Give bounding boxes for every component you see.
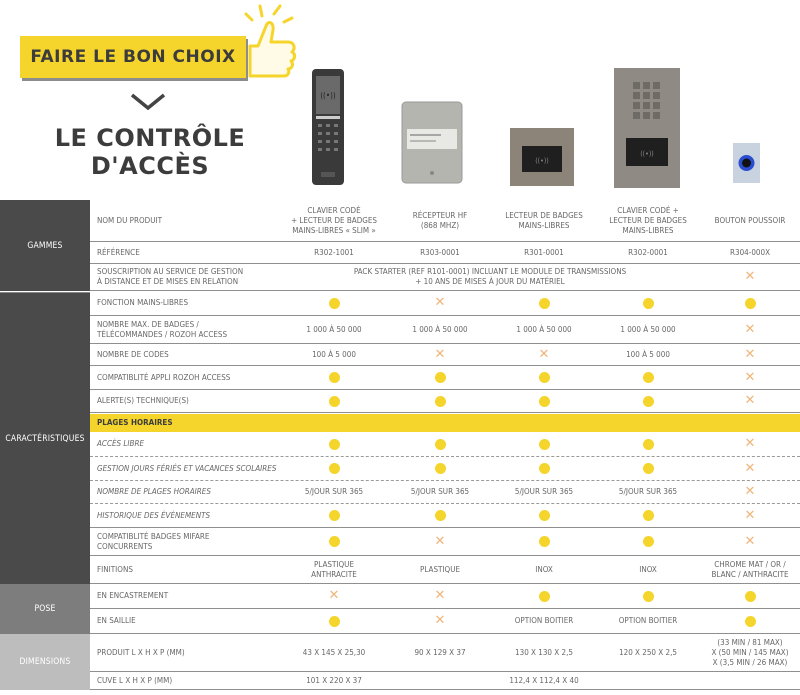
value-cell-5 <box>700 676 800 686</box>
check-dot-icon <box>435 396 446 407</box>
value-cell-3 <box>492 536 596 547</box>
cross-icon: ✕ <box>538 346 550 362</box>
check-dot-icon <box>329 463 340 474</box>
value-cell-5 <box>700 507 800 523</box>
check-dot-icon <box>539 439 550 450</box>
check-dot-icon <box>539 396 550 407</box>
row-label: NOMBRE MAX. DE BADGES / TÉLÉCOMMANDES / ROZOH ACCESS <box>97 319 228 339</box>
value-cell-2 <box>388 372 492 383</box>
row-label: FONCTION MAINS-LIBRES <box>97 298 189 307</box>
value-cell-2: PLASTIQUE <box>419 564 461 574</box>
row-label: ACCÈS LIBRE <box>97 439 144 448</box>
value-cell-3: 112,4 X 112,4 X 40 <box>509 675 579 685</box>
section-dimensions: DIMENSIONS <box>0 634 90 690</box>
check-dot-icon <box>539 463 550 474</box>
cross-icon: ✕ <box>744 436 756 451</box>
product-image-badge-reader <box>510 128 574 186</box>
check-dot-icon <box>329 510 340 521</box>
row-encastrement <box>90 584 800 609</box>
value-cell-3 <box>492 463 596 474</box>
value-cell-3: 130 X 130 X 2,5 <box>515 647 573 657</box>
check-dot-icon <box>745 298 756 309</box>
value-cell-3 <box>492 510 596 521</box>
value-cell-1: 100 À 5 000 <box>312 349 356 359</box>
value-cell-1 <box>280 616 388 627</box>
value-cell-5 <box>700 369 800 385</box>
row-label: FINITIONS <box>97 564 133 574</box>
check-dot-icon <box>329 616 340 627</box>
value-cell-5 <box>700 460 800 476</box>
faire-le-bon-choix-banner <box>20 36 246 78</box>
cross-icon: ✕ <box>434 295 446 310</box>
row-label: NOM DU PRODUIT <box>97 215 162 225</box>
product-image-hf-receiver <box>401 101 463 184</box>
check-dot-icon <box>643 591 654 602</box>
cross-icon: ✕ <box>744 484 756 499</box>
check-dot-icon <box>435 510 446 521</box>
value-cell-3: INOX <box>535 564 553 574</box>
cross-icon: ✕ <box>744 393 756 408</box>
value-cell-4 <box>596 439 700 450</box>
val-5 <box>700 267 800 287</box>
row-reference <box>90 242 800 264</box>
value-cell-3 <box>492 591 596 602</box>
cross-icon: ✕ <box>744 369 756 385</box>
value-cell-4 <box>596 591 700 602</box>
ref-1: R302-1001 <box>314 247 354 257</box>
cross-icon: ✕ <box>434 533 446 549</box>
row-nom-produit <box>90 200 800 242</box>
value-cell-4: OPTION BOITIER <box>618 616 678 625</box>
check-dot-icon <box>329 439 340 450</box>
value-cell-2 <box>388 396 492 407</box>
check-dot-icon <box>539 536 550 547</box>
row-produit-dim <box>90 634 800 672</box>
cross-icon: ✕ <box>434 613 446 628</box>
cross-icon: ✕ <box>744 533 756 549</box>
row-nombre-plages <box>90 481 800 504</box>
value-cell-1: 43 X 145 X 25,30 <box>302 647 366 657</box>
row-label: COMPATIBLITÉ BADGES MIFARE CONCURRENTS <box>97 531 210 551</box>
check-dot-icon <box>539 591 550 602</box>
value-cell-5 <box>700 616 800 627</box>
row-compat-appli <box>90 366 800 390</box>
check-dot-icon <box>643 439 654 450</box>
value-cell-1: 1 000 À 50 000 <box>306 324 362 334</box>
product-name-3: LECTEUR DE BADGES MAINS-LIBRES <box>505 210 583 230</box>
cross-icon: ✕ <box>434 346 446 362</box>
svg-text:((•)): ((•)) <box>535 157 549 165</box>
check-dot-icon <box>435 439 446 450</box>
value-cell-4 <box>596 463 700 474</box>
check-dot-icon <box>435 463 446 474</box>
row-label: PRODUIT L X H X P (MM) <box>97 647 185 657</box>
ref-3: R301-0001 <box>524 247 564 257</box>
value-cell-3 <box>492 396 596 407</box>
row-label: NOMBRE DE CODES <box>97 349 169 359</box>
value-cell-2 <box>388 510 492 521</box>
check-dot-icon <box>539 510 550 521</box>
row-label: NOMBRE DE PLAGES HORAIRES <box>97 487 211 496</box>
svg-text:((•)): ((•)) <box>320 91 336 100</box>
value-cell-4 <box>596 536 700 547</box>
value-cell-5 <box>700 484 800 499</box>
row-alerte <box>90 390 800 413</box>
title-line-1: LE CONTRÔLE <box>54 124 246 152</box>
check-dot-icon <box>745 616 756 627</box>
row-label: SOUSCRIPTION AU SERVICE DE GESTION À DISTANCE ET DE MISES EN RELATION <box>97 267 244 286</box>
check-dot-icon <box>329 372 340 383</box>
check-dot-icon <box>329 536 340 547</box>
row-label: ALERTE(S) TECHNIQUE(S) <box>97 396 189 405</box>
cross-icon: ✕ <box>744 269 756 284</box>
value-cell-1: 101 X 220 X 37 <box>306 675 362 685</box>
product-image-push-button <box>733 143 760 183</box>
value-cell-1: PLASTIQUE ANTHRACITE <box>311 559 357 579</box>
row-nombre-codes <box>90 344 800 366</box>
row-label: CUVE L X H X P (MM) <box>97 675 173 685</box>
value-cell-3 <box>492 346 596 362</box>
value-cell-4 <box>596 676 700 686</box>
check-dot-icon <box>643 396 654 407</box>
value-cell-2 <box>388 533 492 549</box>
row-label: HISTORIQUE DES ÉVÈNEMENTS <box>97 510 211 520</box>
value-cell-2: 5/JOUR SUR 365 <box>410 487 470 496</box>
value-cell-5 <box>700 533 800 549</box>
chevron-down-icon <box>128 92 168 112</box>
value-cell-2 <box>388 295 492 310</box>
value-cell-4: 120 X 250 X 2,5 <box>619 647 677 657</box>
value-cell-4 <box>596 396 700 407</box>
row-saillie <box>90 609 800 634</box>
value-cell-1 <box>280 396 388 407</box>
value-cell-2 <box>388 346 492 362</box>
section-caracteristiques: CARACTÉRISTIQUES <box>0 292 90 584</box>
product-image-keypad-badge-reader <box>614 68 680 188</box>
value-cell-4: INOX <box>639 564 657 574</box>
check-dot-icon <box>329 298 340 309</box>
cross-icon: ✕ <box>744 346 756 362</box>
value-cell-5: CHROME MAT / OR / BLANC / ANTHRACITE <box>711 559 789 579</box>
product-image-slim-keypad <box>311 68 345 186</box>
row-gestion-jours <box>90 457 800 481</box>
check-dot-icon <box>643 510 654 521</box>
value-cell-1 <box>280 588 388 603</box>
check-dot-icon <box>329 396 340 407</box>
value-cell-2 <box>388 676 492 686</box>
row-label: COMPATIBLITÉ APPLI ROZOH ACCESS <box>97 372 231 382</box>
check-dot-icon <box>643 372 654 383</box>
ref-2: R303-0001 <box>420 247 460 257</box>
plages-horaires-label: PLAGES HORAIRES <box>97 418 173 427</box>
value-cell-5 <box>700 346 800 362</box>
value-cell-4 <box>596 510 700 521</box>
value-cell-3 <box>492 372 596 383</box>
value-cell-4 <box>596 372 700 383</box>
value-cell-5 <box>700 591 800 602</box>
row-plages-horaires-header <box>90 414 800 432</box>
page-title <box>40 124 260 180</box>
value-cell-1 <box>280 463 388 474</box>
value-cell-1 <box>280 298 388 309</box>
product-name-4: CLAVIER CODÉ + LECTEUR DE BADGES MAINS-LIBRES <box>609 205 687 235</box>
pack-starter-text: PACK STARTER (REF R101-0001) INCLUANT LE MODULE DE TRANSMISSIONS + 10 ANS DE MISES À JOUR DU MATÉRIEL <box>353 267 627 286</box>
value-cell-1: 5/JOUR SUR 365 <box>304 487 364 496</box>
value-cell-4: 5/JOUR SUR 365 <box>618 487 678 496</box>
value-cell-5 <box>700 436 800 451</box>
row-label: EN ENCASTREMENT <box>97 591 169 600</box>
row-fonction-mains-libres <box>90 291 800 316</box>
check-dot-icon <box>643 463 654 474</box>
value-cell-3: 5/JOUR SUR 365 <box>514 487 574 496</box>
cross-icon: ✕ <box>744 507 756 523</box>
row-cuve-dim <box>90 672 800 690</box>
row-label: GESTION JOURS FÉRIÉS ET VACANCES SCOLAIRES <box>97 463 277 473</box>
value-cell-5 <box>700 298 800 309</box>
value-cell-5 <box>700 393 800 408</box>
cross-icon: ✕ <box>744 460 756 476</box>
value-cell-3 <box>492 298 596 309</box>
product-name-1: CLAVIER CODÉ + LECTEUR DE BADGES MAINS-LIBRES « SLIM » <box>291 205 377 235</box>
value-cell-1 <box>280 510 388 521</box>
row-label: RÉFÉRENCE <box>97 247 140 257</box>
row-label: EN SAILLIE <box>97 616 136 625</box>
svg-text:((•)): ((•)) <box>640 150 654 158</box>
row-souscription <box>90 264 800 291</box>
ref-5: R304-000X <box>730 247 770 257</box>
value-cell-2: 1 000 À 50 000 <box>412 324 468 334</box>
check-dot-icon <box>435 372 446 383</box>
value-cell-3: OPTION BOITIER <box>514 616 574 625</box>
check-dot-icon <box>745 591 756 602</box>
row-historique <box>90 504 800 528</box>
cross-icon: ✕ <box>744 321 756 337</box>
product-name-5: BOUTON POUSSOIR <box>714 215 786 225</box>
value-cell-5 <box>700 321 800 337</box>
value-cell-2 <box>388 463 492 474</box>
ref-4: R302-0001 <box>628 247 668 257</box>
check-dot-icon <box>539 298 550 309</box>
value-cell-3 <box>492 439 596 450</box>
banner-text: FAIRE LE BON CHOIX <box>30 47 236 67</box>
section-pose: POSE <box>0 584 90 634</box>
value-cell-1 <box>280 536 388 547</box>
row-acces-libre <box>90 432 800 457</box>
cross-icon: ✕ <box>434 588 446 603</box>
value-cell-4: 1 000 À 50 000 <box>620 324 676 334</box>
cross-icon: ✕ <box>328 588 340 603</box>
section-gammes: GAMMES <box>0 200 90 291</box>
value-cell-3: 1 000 À 50 000 <box>516 324 572 334</box>
value-cell-2 <box>388 439 492 450</box>
check-dot-icon <box>643 298 654 309</box>
value-cell-1 <box>280 439 388 450</box>
check-dot-icon <box>539 372 550 383</box>
check-dot-icon <box>643 536 654 547</box>
row-finitions <box>90 556 800 584</box>
title-line-2: D'ACCÈS <box>90 152 210 180</box>
value-cell-4: 100 À 5 000 <box>626 349 670 359</box>
value-cell-4 <box>596 298 700 309</box>
row-compat-mifare <box>90 528 800 556</box>
value-cell-5: (33 MIN / 81 MAX) X (50 MIN / 145 MAX) X (3,5 MIN / 26 MAX) <box>711 637 789 667</box>
value-cell-2 <box>388 588 492 603</box>
value-cell-1 <box>280 372 388 383</box>
row-nombre-badges <box>90 316 800 344</box>
product-name-2: RÉCEPTEUR HF (868 MHZ) <box>412 210 468 230</box>
value-cell-2 <box>388 613 492 628</box>
thumbs-up-icon <box>240 2 300 82</box>
value-cell-2: 90 X 129 X 37 <box>414 647 466 657</box>
